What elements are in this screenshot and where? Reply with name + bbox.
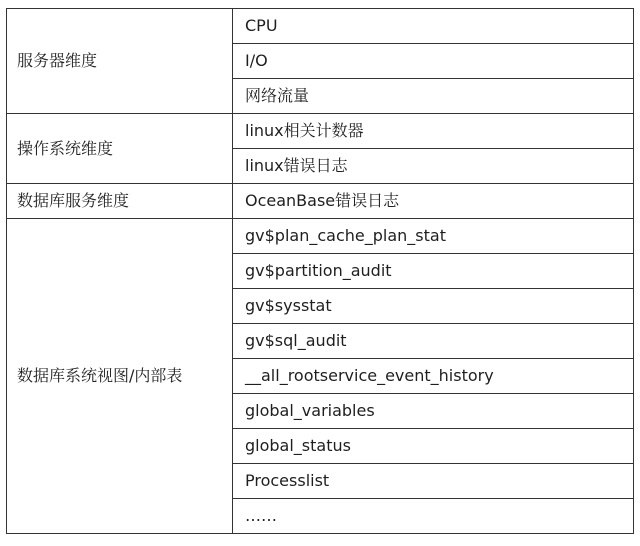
category-cell: 服务器维度 [7,9,233,114]
item-cell: Processlist [233,464,634,499]
item-cell: global_status [233,429,634,464]
item-cell: gv$sql_audit [233,324,634,359]
item-cell: …… [233,499,634,534]
category-cell: 操作系统维度 [7,114,233,184]
table-row [7,219,634,254]
item-cell: gv$partition_audit [233,254,634,289]
item-cell: OceanBase错误日志 [233,184,634,219]
table-row [7,184,634,219]
item-cell: I/O [233,44,634,79]
table-row [7,114,634,149]
table-row [7,9,634,44]
item-cell: 网络流量 [233,79,634,114]
item-cell: linux错误日志 [233,149,634,184]
item-cell: __all_rootservice_event_history [233,359,634,394]
category-cell: 数据库系统视图/内部表 [7,219,233,534]
item-cell: gv$plan_cache_plan_stat [233,219,634,254]
item-cell: gv$sysstat [233,289,634,324]
item-cell: linux相关计数器 [233,114,634,149]
monitoring-dimensions-table [6,8,634,534]
item-cell: CPU [233,9,634,44]
category-cell: 数据库服务维度 [7,184,233,219]
item-cell: global_variables [233,394,634,429]
